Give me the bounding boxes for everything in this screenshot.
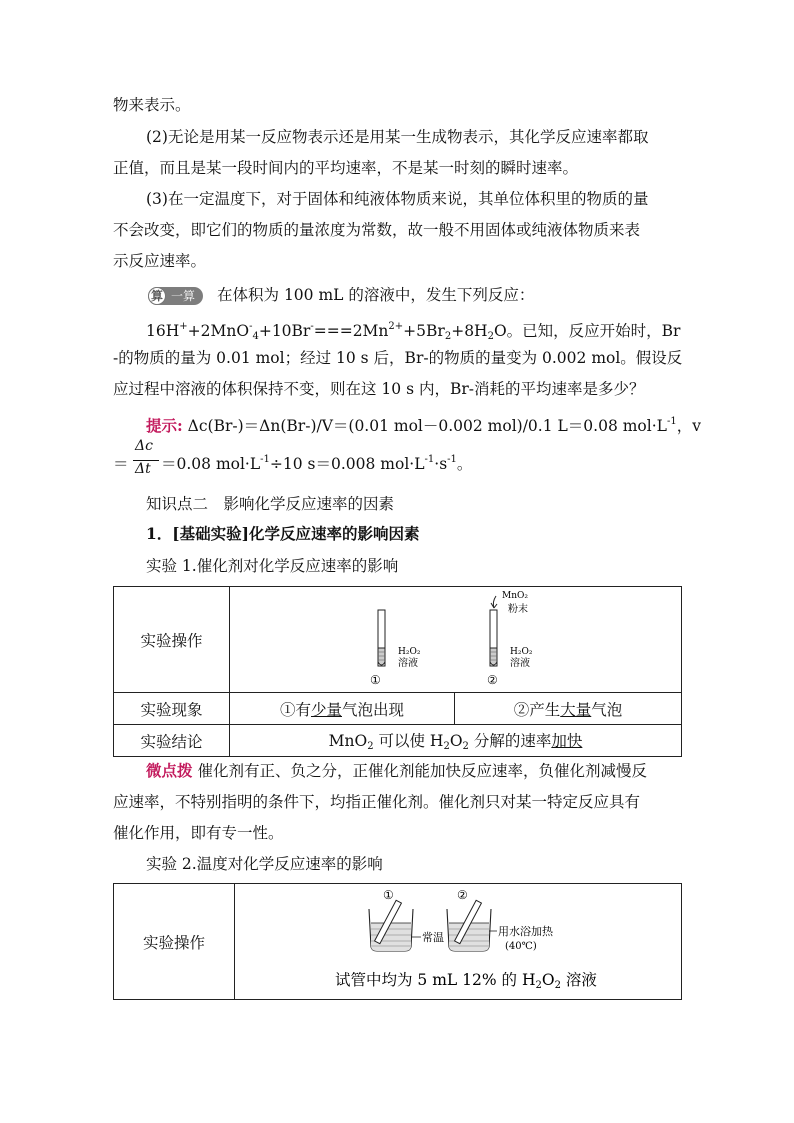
test-tube-1 — [378, 610, 385, 666]
phen-label-cell: 实验现象 — [114, 693, 230, 725]
paragraph-line: (2)无论是用某一反应物表示还是用某一生成物表示，其化学反应速率都取 — [146, 128, 649, 146]
room-temp-label: 常温 — [422, 930, 444, 944]
paragraph-line: 物来表示。 — [113, 96, 191, 114]
table-row — [114, 725, 682, 757]
h2o2-label-1: H₂O₂ — [398, 646, 421, 657]
water-bath-label: 用水浴加热 — [498, 924, 553, 938]
table-row — [114, 693, 682, 725]
reaction-equation: $16H^++2MnO^-_4+10Br^-===2Mn^{2+}+5Br_2+8H_2O$。已知，反应开始时，Br — [146, 321, 681, 342]
hint-label: 提示: — [146, 416, 183, 435]
concl-label-cell: 实验结论 — [114, 725, 230, 757]
phen2-cell: ②产生大量气泡 — [454, 693, 681, 725]
beaker-figure — [235, 885, 681, 999]
op-label-cell: 实验操作 — [114, 884, 235, 1000]
paragraph-line: 正值，而且是某一段时间内的平均速率，不是某一时刻的瞬时速率。 — [113, 159, 579, 177]
tube-number-2: ② — [487, 672, 498, 687]
temperature-label: (40℃) — [505, 940, 537, 952]
hint-line: 提示: Δc(Br-)＝Δn(Br-)/V＝(0.01 mol－0.002 mol)/0.1 L＝0.08 $mol\cdot L^{-1}$，v — [146, 416, 701, 435]
question-line: -的物质的量为 0.01 mol；经过 10 s 后，Br-的物质的量变为 0.002 mol。假设反 — [113, 349, 683, 367]
test-tube-2 — [490, 596, 497, 666]
document-page: 物来表示。 (2)无论是用某一反应物表示还是用某一生成物表示，其化学反应速率都取 正值，而且是某一段时间内的平均速率，不是某一时刻的瞬时速率。 (3)在一定温度下，对于固体和纯液体物质来说，其单位体积里的物质的量 不会改变，即它们的物质的量浓度为常数，故一般不用固体或纯液体物质来表 示反应速率。 算 一算 在体积为 100 mL 的溶液中，发生下列反应： $16H^++2MnO^-_4+10Br^-===2Mn^{2+}+5Br_2+8H_2O$。已知，反应开始时，Br -的物质的量为 0.01 mol；经过 10 s 后，Br-的物质的量变为 0.002 mol。假设反 应过程中溶液的体积保持不变，则在这 10 s 内，Br-消耗的平均速率是多少？ 提示: Δc(Br-)＝Δn(Br-)/V＝(0.01 mol－0.002 mol)/0.1 L＝0.08 $mol\cdot L^{-1}$，v ＝ Δc Δt ＝0.08 $mol\cdot L^{-1}\div 10$ s＝0.008 $mol\cdot L^{-1}\cdot s^{-1}$。 知识点二 影响化学反应速率的因素 1．[基础实验]化学反应速率的影响因素 实验 1.催化剂对化学反应速率的影响 实验操作 H₂O₂ 溶液 ① MnO₂ 粉末 H₂O₂ 溶液 ② 实验现象 ①有少量气泡出现 ②产生大量气泡 实验结论 MnO$_2$ 可以使 $H_2O_2$ 分解的速率加快 微点拨 催化剂有正、负之分，正催化剂能加快反应速率，负催化剂减慢反 应速率，不特别指明的条件下，均指正催化剂。催化剂只对某一特定反应具有 催化作用，即有专一性。 实验 2.温度对化学反应速率的影响 实验操作 ① ② 常温 用水浴加热 (40℃) 试管中均为 5 mL 12% 的 H2O2 溶液 — [0, 0, 794, 1123]
subsection-title: 1．[基础实验]化学反应速率的影响因素 — [146, 524, 420, 543]
question-intro-text: 在体积为 100 mL 的溶液中，发生下列反应： — [217, 286, 535, 304]
op-figure-cell — [230, 587, 682, 693]
question-line: 应过程中溶液的体积保持不变，则在这 10 s 内，Br-消耗的平均速率是多少？ — [113, 380, 645, 398]
fraction-numerator: Δc — [135, 438, 153, 454]
phen1-cell: ①有少量气泡出现 — [230, 693, 455, 725]
concl-cell: MnO$_2$ 可以使 $H_2O_2$ 分解的速率加快 — [230, 725, 682, 757]
beaker-number-1: ① — [383, 887, 394, 902]
mno2-label: MnO₂ — [502, 590, 528, 601]
beaker-2 — [447, 900, 497, 951]
tube-number-1: ① — [370, 672, 381, 687]
experiment2-table — [113, 883, 682, 1000]
op-label-cell: 实验操作 — [114, 587, 230, 693]
solution-label-1: 溶液 — [398, 657, 418, 669]
test-tube-figure — [230, 588, 680, 692]
calc-badge-text: 一算 — [171, 289, 196, 303]
beaker-caption: 试管中均为 5 mL 12% 的 H2O2 溶液 — [335, 970, 597, 991]
powder-label: 粉末 — [508, 603, 528, 615]
question-intro — [148, 284, 534, 306]
fraction-denominator: Δt — [135, 461, 151, 477]
section-title: 知识点二 影响化学反应速率的因素 — [146, 495, 395, 513]
h2o2-label-2: H₂O₂ — [510, 646, 533, 657]
experiment-title: 实验 1.催化剂对化学反应速率的影响 — [146, 557, 399, 575]
table-row — [114, 587, 682, 693]
experiment-title: 实验 2.温度对化学反应速率的影响 — [146, 855, 383, 873]
paragraph-line: (3)在一定温度下，对于固体和纯液体物质来说，其单位体积里的物质的量 — [146, 190, 649, 208]
beaker-number-2: ② — [457, 887, 468, 902]
tip-label: 微点拨 — [146, 761, 193, 780]
paragraph-line: 示反应速率。 — [113, 252, 207, 270]
experiment1-table — [113, 586, 682, 757]
solution-label-2: 溶液 — [510, 657, 530, 669]
calc-badge — [148, 287, 203, 305]
op-figure-cell — [235, 884, 682, 1000]
beaker-1 — [369, 900, 421, 951]
table-row — [114, 884, 682, 1000]
calc-badge-ring: 算 — [148, 287, 166, 305]
paragraph-line: 不会改变，即它们的物质的量浓度为常数，故一般不用固体或纯液体物质来表 — [113, 221, 641, 239]
tip-line: 微点拨 催化剂有正、负之分，正催化剂能加快反应速率，负催化剂减慢反 — [146, 761, 647, 780]
tip-line: 催化作用，即有专一性。 — [113, 824, 284, 842]
tip-line: 应速率，不特别指明的条件下，均指正催化剂。催化剂只对某一特定反应具有 — [113, 793, 641, 811]
